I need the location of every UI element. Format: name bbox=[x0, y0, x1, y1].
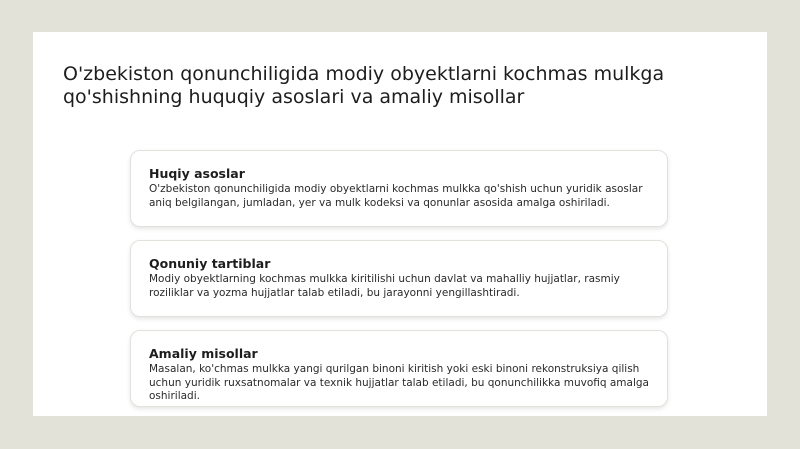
card-heading: Qonuniy tartiblar bbox=[149, 256, 271, 271]
card-practical-examples bbox=[130, 330, 668, 407]
card-text: O'zbekiston qonunchiligida modiy obyektlarni kochmas mulkka qo'shish uchun yuridik asoslar aniq belgilangan, jumladan, yer va mulk kodeksi va qonunlar asosida amalga oshiriladi. bbox=[149, 183, 643, 209]
slide-title: O'zbekiston qonunchiligida modiy obyektlarni kochmas mulkga qo'shishning huquqiy asoslari va amaliy misollar bbox=[63, 63, 665, 108]
card-heading: Huqiy asoslar bbox=[149, 166, 245, 181]
slide bbox=[33, 32, 767, 416]
card-legal-procedures bbox=[130, 240, 668, 317]
card-heading: Amaliy misollar bbox=[149, 346, 258, 361]
card-text: Masalan, ko'chmas mulkka yangi qurilgan binoni kiritish yoki eski binoni rekonstruksiya qilish uchun yuridik ruxsatnomalar va texnik hujjatlar talab etiladi, bu qonunchilikka muvofiq amalga oshiriladi. bbox=[149, 363, 649, 402]
card-legal-basis bbox=[130, 150, 668, 227]
card-text: Modiy obyektlarning kochmas mulkka kiritilishi uchun davlat va mahalliy hujjatlar, rasmiy roziliklar va yozma hujjatlar talab etiladi, bu jarayonni yengillashtiradi. bbox=[149, 273, 620, 299]
